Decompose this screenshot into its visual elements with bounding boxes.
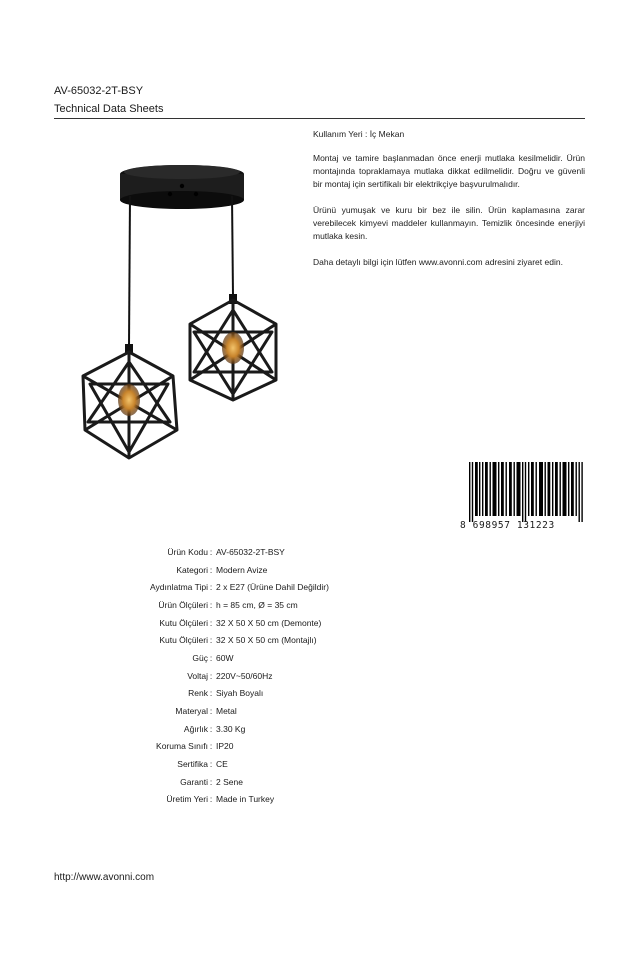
spec-value: h = 85 cm, Ø = 35 cm [216,599,298,610]
info-block [313,128,585,269]
spec-label: Ürün Kodu [167,546,208,557]
spec-label: Sertifika [177,759,208,770]
spec-row [100,755,500,773]
spec-label: Materyal [175,706,208,717]
spec-value: 32 X 50 X 50 cm (Montajlı) [216,635,317,646]
header-divider [54,118,585,119]
document-subtitle: Technical Data Sheets [54,103,164,115]
spec-value: 2 x E27 (Ürüne Dahil Değildir) [216,582,329,593]
spec-row [100,543,500,561]
product-code-title: AV-65032-2T-BSY [54,85,144,97]
spec-label: Voltaj [187,670,208,681]
spec-value: AV-65032-2T-BSY [216,546,285,557]
spec-label: Üretim Yeri [166,794,208,805]
spec-separator: : [209,794,213,805]
spec-row [100,631,500,649]
spec-label: Ürün Ölçüleri [158,599,208,610]
spec-row [100,561,500,579]
spec-separator: : [209,688,213,699]
spec-row [100,578,500,596]
spec-label: Renk [188,688,208,699]
spec-label: Garanti [180,776,208,787]
spec-row [100,685,500,703]
spec-separator: : [209,776,213,787]
spec-separator: : [209,759,213,770]
barcode-number: 8 698957 131223 [460,520,555,531]
spec-value: Siyah Boyalı [216,688,264,699]
spec-row [100,702,500,720]
spec-separator: : [209,546,213,557]
spec-value: IP20 [216,741,234,752]
spec-value: Made in Turkey [216,794,275,805]
spec-row [100,596,500,614]
spec-row [100,773,500,791]
spec-value: 220V~50/60Hz [216,670,273,681]
spec-separator: : [209,652,213,663]
contact-paragraph: Daha detaylı bilgi için lütfen www.avonni.com adresini ziyaret edin. [313,257,563,267]
spec-row [100,649,500,667]
spec-separator: : [209,617,213,628]
spec-row [100,791,500,809]
spec-row [100,720,500,738]
spec-value: 32 X 50 X 50 cm (Demonte) [216,617,322,628]
cleaning-paragraph: Ürünü yumuşak ve kuru bir bez ile silin. Ürün kaplamasına zarar verebilecek kimyevi maddeler kullanmayın. Temizlik öncesinde enerjiyi mutlaka kesin. [313,205,585,241]
spec-separator: : [209,582,213,593]
spec-value: CE [216,759,228,770]
document-header [54,84,585,116]
spec-label: Koruma Sınıfı [156,741,208,752]
safety-paragraph: Montaj ve tamire başlanmadan önce enerji mutlaka kesilmelidir. Ürün montajında topraklamaya mutlaka dikkat edilmelidir. Doğru ve güvenli bir montaj için sertifikalı bir elektrikçiye başvurulmalıdır. [313,153,585,189]
spec-label: Kutu Ölçüleri [159,635,208,646]
spec-separator: : [209,670,213,681]
spec-label: Kutu Ölçüleri [159,617,208,628]
barcode [460,462,584,534]
spec-row [100,614,500,632]
spec-value: Metal [216,706,237,717]
website-link[interactable]: http://www.avonni.com [54,872,155,883]
spec-label: Kategori [176,564,208,575]
spec-table [100,543,500,808]
spec-label: Aydınlatma Tipi [150,582,208,593]
spec-row [100,667,500,685]
spec-value: Modern Avize [216,564,268,575]
spec-separator: : [209,741,213,752]
spec-label: Güç [192,652,208,663]
spec-row [100,738,500,756]
spec-value: 2 Sene [216,776,243,787]
spec-separator: : [209,723,213,734]
usage-location: Kullanım Yeri : İç Mekan [313,129,405,139]
spec-label: Ağırlık [183,723,208,734]
barcode-bars [469,462,583,522]
spec-separator: : [209,599,213,610]
spec-separator: : [209,706,213,717]
product-image [78,148,288,466]
spec-value: 3.30 Kg [216,723,246,734]
spec-value: 60W [216,652,234,663]
spec-separator: : [209,635,213,646]
spec-separator: : [209,564,213,575]
